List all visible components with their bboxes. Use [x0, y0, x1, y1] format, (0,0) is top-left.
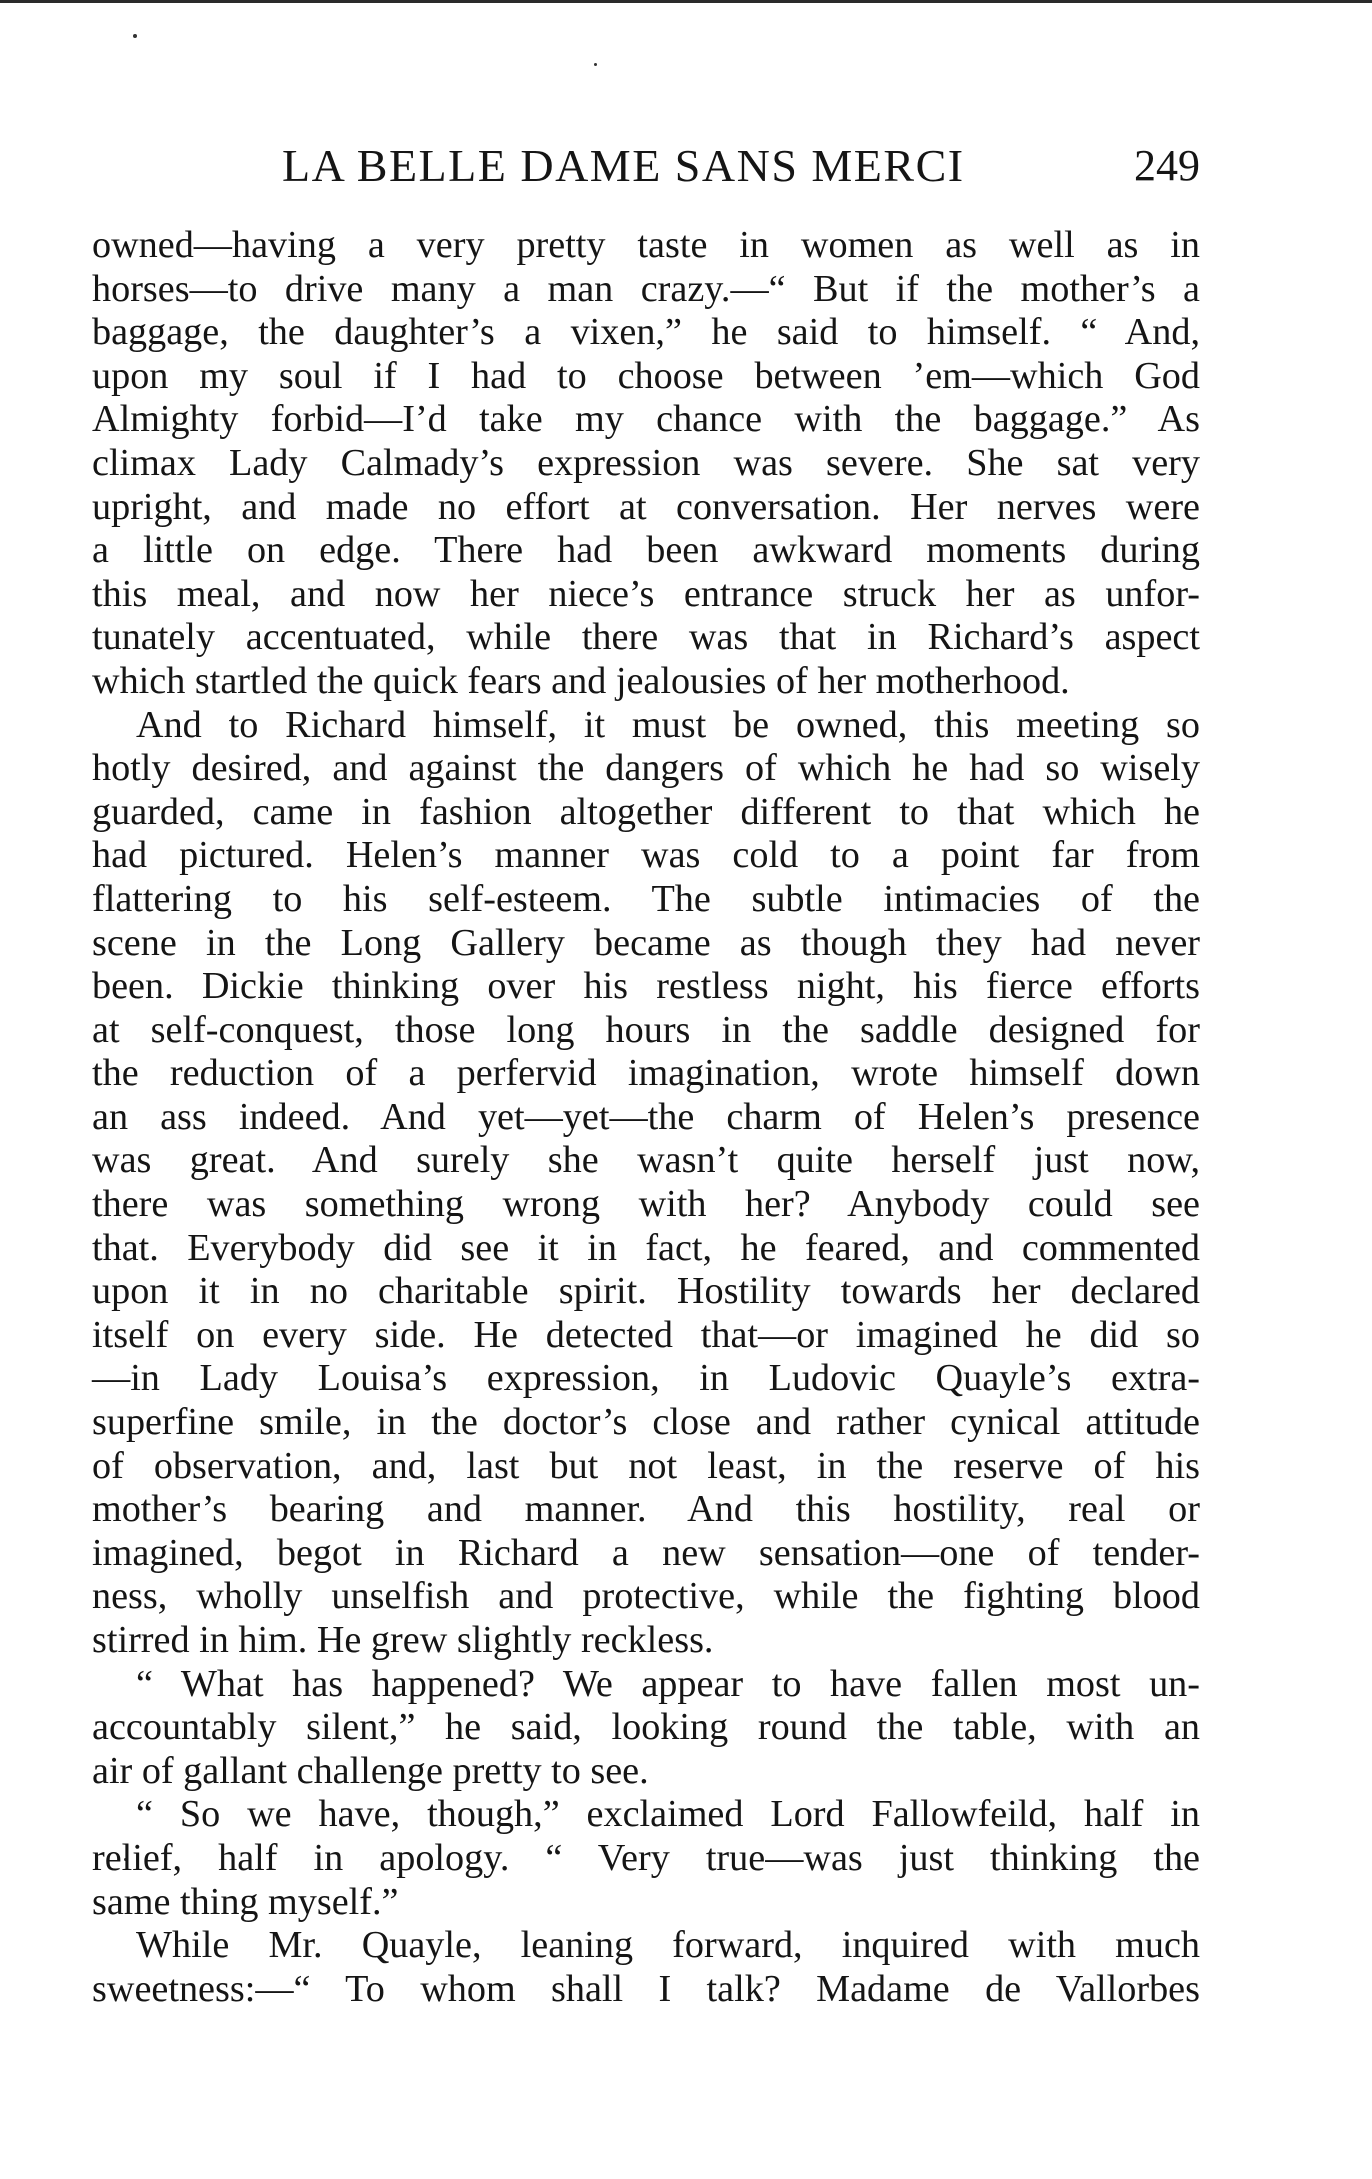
text-line: accountably silent,” he said, looking round the table, with an	[92, 1706, 1200, 1749]
text-line: this meal, and now her niece’s entrance struck her as unfor-	[92, 572, 1200, 615]
text-line: While Mr. Quayle, leaning forward, inquired with much	[136, 1924, 1200, 1967]
page-number: 249	[1134, 141, 1200, 190]
text-line: which startled the quick fears and jealousies of her motherhood.	[92, 659, 1070, 702]
text-line: superfine smile, in the doctor’s close and rather cynical attitude	[92, 1401, 1200, 1444]
text-line: hotly desired, and against the dangers of which he had so wisely	[92, 747, 1200, 790]
text-line: had pictured. Helen’s manner was cold to a point far from	[92, 834, 1200, 877]
paper-speck	[133, 34, 137, 38]
text-line: the reduction of a perfervid imagination, wrote himself down	[92, 1052, 1200, 1095]
body-text	[92, 224, 1200, 2011]
text-line: scene in the Long Gallery became as though they had never	[92, 921, 1200, 964]
text-line: at self-conquest, those long hours in the saddle designed for	[92, 1008, 1200, 1051]
running-header	[92, 138, 1200, 194]
text-line: owned—having a very pretty taste in women as well as in	[92, 224, 1200, 266]
paper-speck	[594, 63, 597, 66]
text-line: flattering to his self-esteem. The subtle intimacies of the	[92, 877, 1200, 920]
text-line: horses—to drive many a man crazy.—“ But if the mother’s a	[92, 267, 1200, 310]
text-line: sweetness:—“ To whom shall I talk? Madame de Vallorbes	[92, 1967, 1200, 2010]
text-line: “ What has happened? We appear to have fallen most un-	[136, 1662, 1200, 1705]
text-line: of observation, and, last but not least, in the reserve of his	[92, 1444, 1200, 1487]
top-edge-rule	[0, 0, 1372, 3]
text-line: that. Everybody did see it in fact, he feared, and commented	[92, 1226, 1200, 1269]
text-line: an ass indeed. And yet—yet—the charm of Helen’s presence	[92, 1095, 1200, 1138]
text-line: “ So we have, though,” exclaimed Lord Fallowfeild, half in	[136, 1793, 1200, 1836]
text-line: been. Dickie thinking over his restless night, his fierce efforts	[92, 965, 1200, 1008]
text-line: stirred in him. He grew slightly reckless.	[92, 1619, 714, 1661]
text-line: was great. And surely she wasn’t quite herself just now,	[92, 1139, 1200, 1182]
text-line: imagined, begot in Richard a new sensation—one of tender-	[92, 1531, 1200, 1574]
text-line: there was something wrong with her? Anybody could see	[92, 1183, 1200, 1226]
text-line: mother’s bearing and manner. And this hostility, real or	[92, 1488, 1200, 1531]
text-line: baggage, the daughter’s a vixen,” he said to himself. “ And,	[92, 311, 1200, 354]
text-line: upon it in no charitable spirit. Hostility towards her declared	[92, 1270, 1200, 1313]
text-line: —in Lady Louisa’s expression, in Ludovic Quayle’s extra-	[92, 1357, 1200, 1400]
running-title: LA BELLE DAME SANS MERCI	[282, 140, 965, 191]
text-line: Almighty forbid—I’d take my chance with the baggage.” As	[92, 398, 1200, 441]
text-line: ness, wholly unselfish and protective, while the fighting blood	[92, 1575, 1200, 1618]
text-line: guarded, came in fashion altogether different to that which he	[92, 790, 1200, 833]
text-line: tunately accentuated, while there was that in Richard’s aspect	[92, 616, 1200, 659]
text-line: upright, and made no effort at conversation. Her nerves were	[92, 485, 1200, 528]
text-line: a little on edge. There had been awkward moments during	[92, 529, 1200, 572]
text-line: air of gallant challenge pretty to see.	[92, 1749, 649, 1792]
text-line: same thing myself.”	[92, 1880, 399, 1923]
text-line: relief, half in apology. “ Very true—was just thinking the	[92, 1836, 1200, 1879]
text-line: climax Lady Calmady’s expression was severe. She sat very	[92, 441, 1200, 484]
text-line: upon my soul if I had to choose between ’em—which God	[92, 354, 1200, 397]
text-line: itself on every side. He detected that—or imagined he did so	[92, 1313, 1200, 1356]
text-line: And to Richard himself, it must be owned, this meeting so	[136, 703, 1200, 746]
